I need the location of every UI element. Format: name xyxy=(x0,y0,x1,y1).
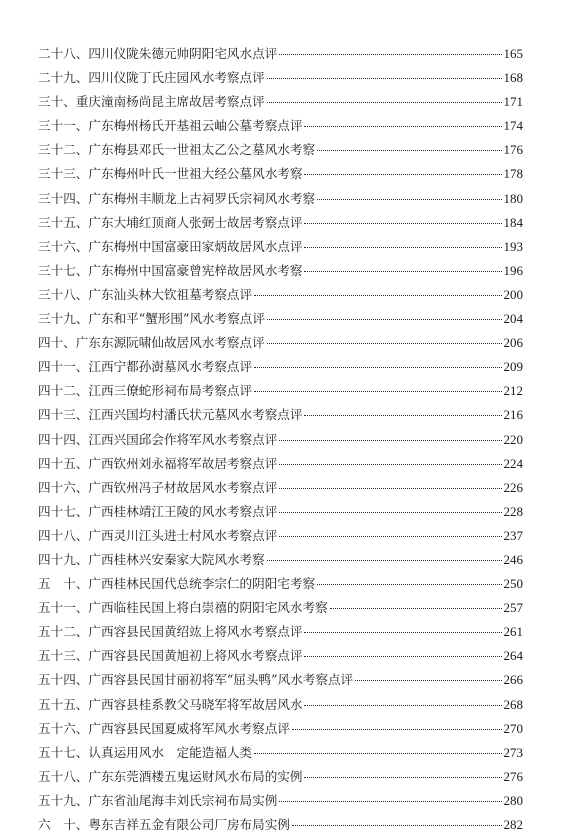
toc-entry-title: 三十七、广东梅州中国富豪曾宪梓故居风水考察 xyxy=(38,262,303,278)
toc-entry xyxy=(38,524,523,548)
toc-entry xyxy=(38,644,523,668)
toc-entry-title: 三十、重庆潼南杨尚昆主席故居考察点评 xyxy=(38,94,265,110)
toc-entry-title: 五十八、广东东莞酒楼五鬼运财风水布局的实例 xyxy=(38,768,303,784)
toc-entry-title: 四十九、广西桂林兴安秦家大院风水考察 xyxy=(38,551,265,567)
toc-entry xyxy=(38,403,523,427)
toc-entry-page-number: 200 xyxy=(503,286,523,302)
toc-entry-page-number: 209 xyxy=(503,359,523,375)
toc-entry-page-number: 261 xyxy=(503,624,523,640)
toc-entry-title: 五十三、广西容县民国黄旭初上将风水考察点评 xyxy=(38,648,303,664)
toc-entry-title: 三十八、广东汕头林大钦祖墓考察点评 xyxy=(38,286,253,302)
toc-entry xyxy=(38,813,523,837)
toc-entry-title: 四十七、广西桂林靖江王陵的风水考察点评 xyxy=(38,503,278,519)
toc-dot-leader xyxy=(267,560,502,561)
toc-entry-title: 五十四、广西容县民国甘丽初将军“屈头鸭”风水考察点评 xyxy=(38,672,354,688)
toc-entry-page-number: 171 xyxy=(503,94,523,110)
toc-dot-leader xyxy=(267,319,502,320)
toc-entry xyxy=(38,789,523,813)
toc-entry-page-number: 193 xyxy=(503,238,523,254)
toc-dot-leader xyxy=(279,512,501,513)
toc-dot-leader xyxy=(292,825,502,826)
toc-entry xyxy=(38,355,523,379)
table-of-contents xyxy=(38,42,523,837)
toc-entry xyxy=(38,693,523,717)
toc-entry-page-number: 257 xyxy=(503,600,523,616)
toc-entry-page-number: 216 xyxy=(503,407,523,423)
toc-entry xyxy=(38,114,523,138)
toc-dot-leader xyxy=(254,295,501,296)
toc-entry-title: 五十五、广西容县桂系教父马晓军将军故居风水 xyxy=(38,696,303,712)
toc-entry-page-number: 206 xyxy=(503,335,523,351)
toc-entry-page-number: 196 xyxy=(503,262,523,278)
toc-entry-page-number: 204 xyxy=(503,311,523,327)
toc-entry xyxy=(38,283,523,307)
toc-entry-page-number: 250 xyxy=(503,576,523,592)
toc-dot-leader xyxy=(304,656,501,657)
toc-entry-page-number: 237 xyxy=(503,527,523,543)
toc-entry-title: 五十六、广西容县民国夏威将军风水考察点评 xyxy=(38,720,290,736)
toc-entry-page-number: 266 xyxy=(503,672,523,688)
toc-entry-page-number: 184 xyxy=(503,214,523,230)
toc-entry-title: 二十八、四川仪陇朱德元帅阴阳宅风水点评 xyxy=(38,46,278,61)
toc-entry-title: 五 十、广西桂林民国代总统李宗仁的阴阳宅考察 xyxy=(38,576,316,592)
toc-dot-leader xyxy=(267,343,502,344)
toc-entry-page-number: 212 xyxy=(503,383,523,399)
toc-entry xyxy=(38,138,523,162)
toc-dot-leader xyxy=(279,536,501,537)
toc-entry-title: 五十二、广西容县民国黄绍竑上将风水考察点评 xyxy=(38,624,303,640)
toc-entry-page-number: 224 xyxy=(503,455,523,471)
toc-dot-leader xyxy=(304,415,501,416)
toc-entry xyxy=(38,548,523,572)
toc-dot-leader xyxy=(330,608,502,609)
toc-entry-title: 五十七、认真运用风水 定能造福人类 xyxy=(38,744,253,760)
toc-entry-title: 五十九、广东省汕尾海丰刘氏宗祠布局实例 xyxy=(38,792,278,808)
toc-entry-page-number: 246 xyxy=(503,551,523,567)
toc-entry-page-number: 165 xyxy=(503,46,523,61)
toc-entry-page-number: 273 xyxy=(503,744,523,760)
toc-entry-title: 三十五、广东大埔红顶商人张弼士故居考察点评 xyxy=(38,214,303,230)
toc-entry xyxy=(38,596,523,620)
toc-dot-leader xyxy=(355,680,501,681)
toc-dot-leader xyxy=(279,801,501,802)
toc-entry xyxy=(38,235,523,259)
toc-entry xyxy=(38,500,523,524)
toc-entry-title: 四十四、江西兴国邱会作将军风水考察点评 xyxy=(38,431,278,447)
toc-dot-leader xyxy=(304,632,501,633)
toc-entry-page-number: 268 xyxy=(503,696,523,712)
toc-dot-leader xyxy=(279,464,501,465)
toc-entry-title: 六 十、粤东吉祥五金有限公司厂房布局实例 xyxy=(38,817,290,832)
toc-entry-title: 三十九、广东和平“蟹形围”风水考察点评 xyxy=(38,311,265,327)
toc-dot-leader xyxy=(279,440,501,441)
toc-entry-title: 三十四、广东梅州丰顺龙上古祠罗氏宗祠风水考察 xyxy=(38,190,316,206)
toc-dot-leader xyxy=(304,777,501,778)
toc-entry-page-number: 220 xyxy=(503,431,523,447)
toc-entry-title: 三十三、广东梅州叶氏一世祖大经公墓风水考察 xyxy=(38,166,303,182)
toc-entry xyxy=(38,476,523,500)
toc-entry-page-number: 226 xyxy=(503,479,523,495)
toc-dot-leader xyxy=(254,391,501,392)
toc-entry-page-number: 174 xyxy=(503,118,523,134)
toc-dot-leader xyxy=(304,174,501,175)
toc-entry-page-number: 282 xyxy=(503,817,523,832)
toc-entry xyxy=(38,717,523,741)
toc-entry xyxy=(38,765,523,789)
toc-entry xyxy=(38,741,523,765)
toc-entry-title: 四十、广东东源阮啸仙故居风水考察点评 xyxy=(38,335,265,351)
toc-entry xyxy=(38,668,523,692)
toc-dot-leader xyxy=(304,247,501,248)
toc-entry xyxy=(38,211,523,235)
toc-entry-title: 四十六、广西钦州冯子材故居风水考察点评 xyxy=(38,479,278,495)
toc-entry-page-number: 280 xyxy=(503,792,523,808)
toc-dot-leader xyxy=(304,223,501,224)
toc-entry xyxy=(38,42,523,66)
toc-entry-page-number: 168 xyxy=(503,70,523,86)
toc-dot-leader xyxy=(267,102,502,103)
toc-entry xyxy=(38,187,523,211)
toc-entry xyxy=(38,162,523,186)
toc-entry-title: 二十九、四川仪陇丁氏庄园风水考察点评 xyxy=(38,70,265,86)
toc-entry-title: 四十一、江西宁都孙澍墓风水考察点评 xyxy=(38,359,253,375)
toc-dot-leader xyxy=(304,705,501,706)
toc-entry xyxy=(38,379,523,403)
toc-entry xyxy=(38,452,523,476)
toc-dot-leader xyxy=(304,271,501,272)
toc-dot-leader xyxy=(279,488,501,489)
toc-entry-title: 四十二、江西三僚蛇形祠布局考察点评 xyxy=(38,383,253,399)
toc-entry xyxy=(38,620,523,644)
toc-dot-leader xyxy=(254,367,501,368)
toc-dot-leader xyxy=(267,78,502,79)
toc-entry xyxy=(38,307,523,331)
toc-dot-leader xyxy=(317,584,501,585)
toc-dot-leader xyxy=(292,729,502,730)
toc-entry xyxy=(38,259,523,283)
toc-entry-page-number: 276 xyxy=(503,768,523,784)
toc-entry xyxy=(38,572,523,596)
toc-entry xyxy=(38,66,523,90)
toc-entry-title: 五十一、广西临桂民国上将白崇禧的阴阳宅风水考察 xyxy=(38,600,328,616)
toc-dot-leader xyxy=(317,199,501,200)
toc-entry-title: 三十六、广东梅州中国富豪田家炳故居风水点评 xyxy=(38,238,303,254)
toc-entry xyxy=(38,90,523,114)
toc-entry-page-number: 228 xyxy=(503,503,523,519)
toc-dot-leader xyxy=(254,753,501,754)
toc-entry-page-number: 180 xyxy=(503,190,523,206)
toc-entry-title: 三十一、广东梅州杨氏开基祖云岫公墓考察点评 xyxy=(38,118,303,134)
toc-entry-page-number: 264 xyxy=(503,648,523,664)
toc-entry-page-number: 178 xyxy=(503,166,523,182)
toc-entry-title: 四十三、江西兴国均村潘氏状元墓风水考察点评 xyxy=(38,407,303,423)
toc-dot-leader xyxy=(317,150,501,151)
toc-dot-leader xyxy=(304,126,501,127)
toc-entry xyxy=(38,331,523,355)
toc-entry-title: 四十八、广西灵川江头进士村风水考察点评 xyxy=(38,527,278,543)
toc-entry-title: 三十二、广东梅县邓氏一世祖太乙公之墓风水考察 xyxy=(38,142,316,158)
toc-entry-page-number: 270 xyxy=(503,720,523,736)
toc-entry-page-number: 176 xyxy=(503,142,523,158)
toc-entry xyxy=(38,428,523,452)
toc-entry-title: 四十五、广西钦州刘永福将军故居考察点评 xyxy=(38,455,278,471)
toc-dot-leader xyxy=(279,54,501,55)
